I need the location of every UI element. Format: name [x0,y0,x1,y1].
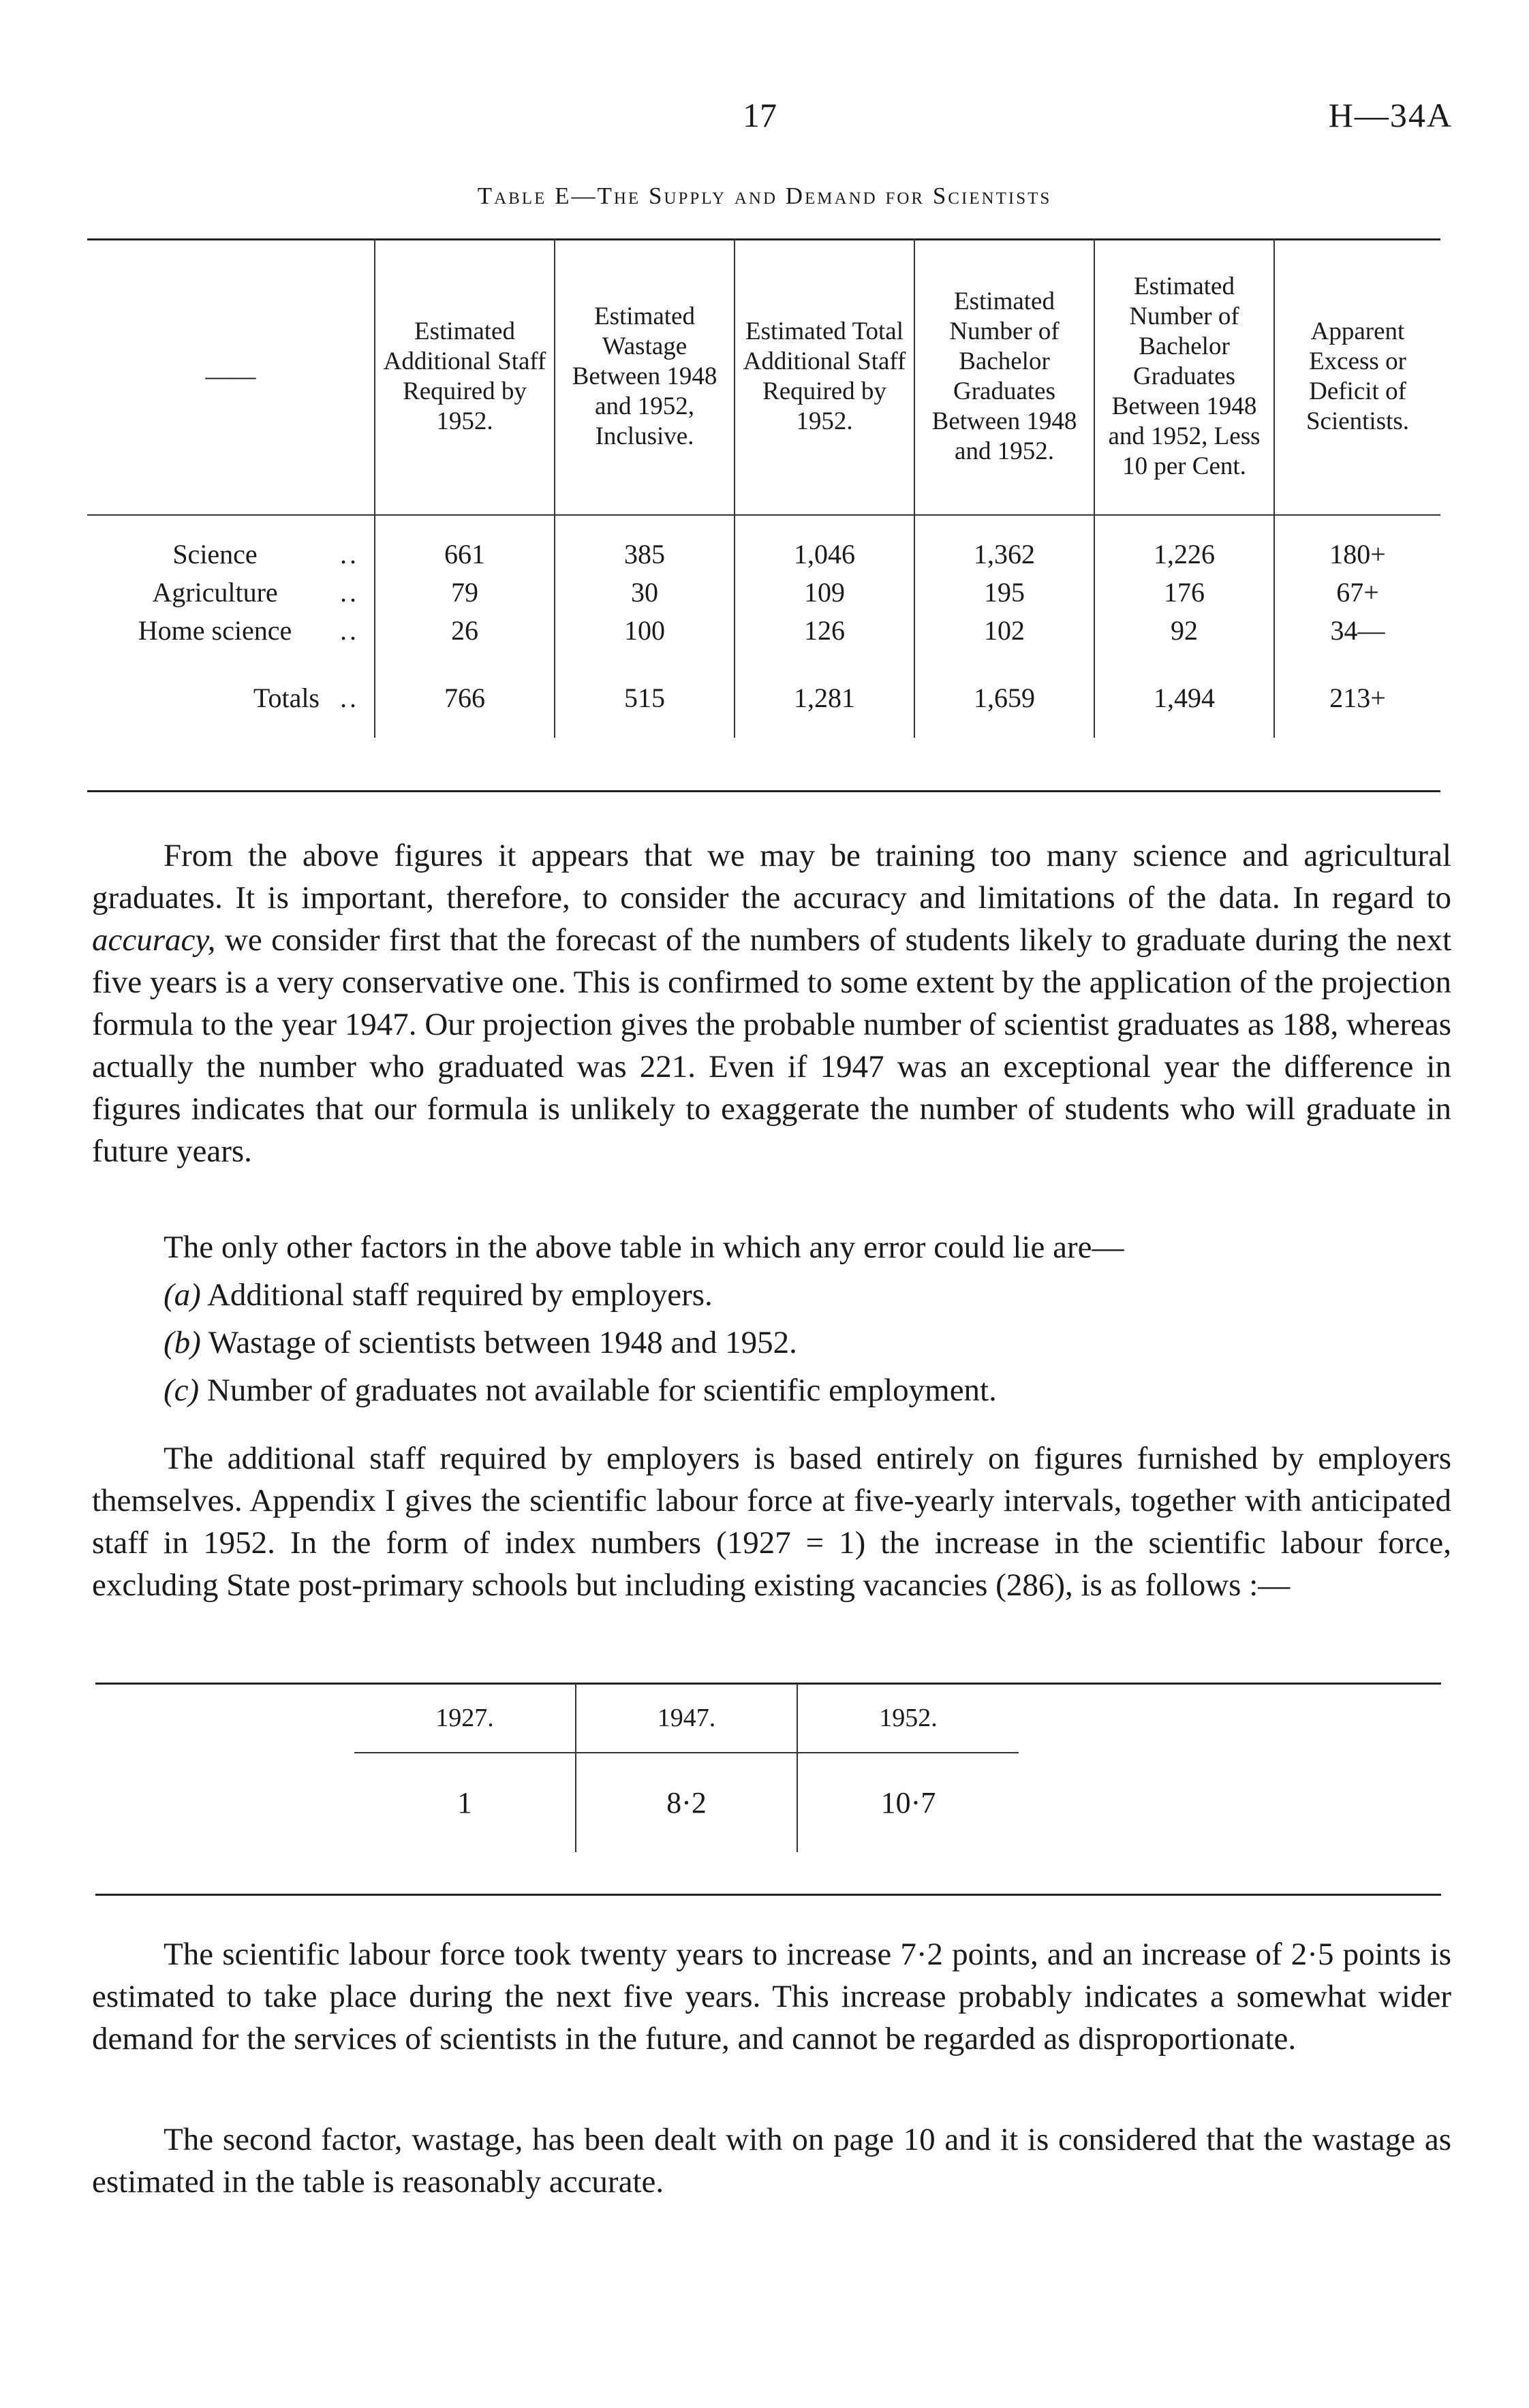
paragraph-text: The additional staff required by employers is based entirely on figures furnished by employers themselves. Appendix I gives the scientific labour force at five-yearly intervals, together with anticipated staff in 1952. In the form of index numbers (1927 = 1) the increase in the scientific labour force, excluding State post-primary schools but including existing vacancies (286), is as follows :— [92,1441,1451,1603]
col-header-wastage: Estimated Wastage Between 1948 and 1952, Inclusive. [555,238,735,515]
leader-dots: .. [340,538,359,569]
paragraph-factors-intro [92,1226,1451,1268]
cell: 661 [375,535,555,573]
total-cell: 1,494 [1094,676,1274,719]
paragraph-wastage [92,2118,1451,2203]
cell: 34— [1274,611,1440,649]
row-label: Home science [138,614,292,646]
cell: 195 [914,573,1094,611]
index-value-1952: 10·7 [797,1753,1019,1852]
col-header-total-staff: Estimated Total Additional Staff Required by 1952. [735,238,914,515]
cell: 176 [1094,573,1274,611]
cell: 180+ [1274,535,1440,573]
total-cell: 1,281 [735,676,914,719]
col-header-additional-staff: Estimated Additional Staff Required by 1952. [375,238,555,515]
row-label: Science [172,538,258,569]
list-text: Additional staff required by employers. [206,1277,713,1313]
list-marker: (b) [164,1325,201,1360]
list-text: Number of graduates not available for scientific employment. [206,1373,997,1408]
index-year-1952: 1952. [797,1684,1019,1753]
table-row-home-science [87,611,1440,649]
table-e-title: Table E—The Supply and Demand for Scientists [477,183,1052,209]
index-year-1947: 1947. [576,1684,797,1753]
total-cell: 766 [375,676,555,719]
col-header-graduates-less-10: Estimated Number of Bachelor Graduates Between 1948 and 1952, Less 10 per Cent. [1094,238,1274,515]
cell: 126 [735,611,914,649]
leader-dots: .. [340,614,359,646]
list-marker: (a) [164,1277,201,1313]
paragraph-text: The scientific labour force took twenty years to increase 7·2 points, and an increase of 2·5 points is estimated to take place during the next five years. This increase probably indicates a somewhat wider demand for the services of scientists in the future, and cannot be regarded as disproportionate. [92,1937,1451,2057]
paragraph-text: The only other factors in the above table in which any error could lie are— [164,1230,1124,1265]
col-header-excess-deficit: Apparent Excess or Deficit of Scientists. [1274,238,1440,515]
cell: 1,362 [914,535,1094,573]
paragraph-text: we consider first that the forecast of the numbers of students likely to graduate during the next five years is a very conservative one. This is confirmed to some extent by the application of the projection formula to the year 1947. Our projection gives the probable number of scientist graduates as 188, whereas actually the number who graduated was 221. Even if 1947 was an exceptional year the difference in figures indicates that our formula is unlikely to exaggerate the number of students who will graduate in future years. [92,922,1451,1169]
cell: 26 [375,611,555,649]
index-header-row [354,1684,1019,1753]
index-value-row [354,1753,1019,1852]
paragraph-labour-force [92,1933,1451,2060]
leader-dots: .. [340,682,359,713]
cell: 92 [1094,611,1274,649]
list-text: Wastage of scientists between 1948 and 1952. [208,1325,797,1360]
leader-dots: .. [340,576,359,608]
paragraph-accuracy [92,834,1451,1172]
cell: 1,226 [1094,535,1274,573]
index-value-1927: 1 [457,1786,472,1819]
cell: 30 [555,573,735,611]
cell: 100 [555,611,735,649]
row-label: Agriculture [152,576,278,608]
index-value-1947: 8·2 [576,1753,797,1852]
list-item-c [164,1369,997,1411]
cell: 385 [555,535,735,573]
list-marker: (c) [164,1373,200,1408]
paragraph-additional-staff [92,1437,1451,1606]
cell: 79 [375,573,555,611]
paragraph-text: The second factor, wastage, has been dealt with on page 10 and it is considered that the wastage as estimated in the table is reasonably accurate. [92,2122,1451,2200]
stub-header: —— [205,362,256,390]
total-cell: 1,659 [914,676,1094,719]
index-year-1927: 1927. [435,1704,494,1732]
totals-label: Totals [253,682,320,713]
list-item-b [164,1322,797,1364]
table-bottom-rule [87,790,1440,792]
table-e [87,238,1440,738]
cell: 67+ [1274,573,1440,611]
list-item-a [164,1274,713,1316]
emphasis-accuracy: accuracy, [92,922,216,958]
table-row-science [87,535,1440,573]
cell: 102 [914,611,1094,649]
table-row-totals [87,676,1440,719]
total-cell: 213+ [1274,676,1440,719]
document-reference: H—34A [1328,96,1453,134]
page-number: 17 [743,96,777,134]
table-row-agriculture [87,573,1440,611]
paragraph-text: From the above figures it appears that we may be training too many science and agricultural graduates. It is important, therefore, to consider the accuracy and limitations of the data. In regard to [92,838,1451,916]
index-table-bottom-rule [95,1894,1441,1896]
total-cell: 515 [555,676,735,719]
cell: 109 [735,573,914,611]
cell: 1,046 [735,535,914,573]
index-number-table [354,1684,1019,1852]
col-header-bachelor-graduates: Estimated Number of Bachelor Graduates Between 1948 and 1952. [914,238,1094,515]
table-e-header-row [87,238,1440,515]
